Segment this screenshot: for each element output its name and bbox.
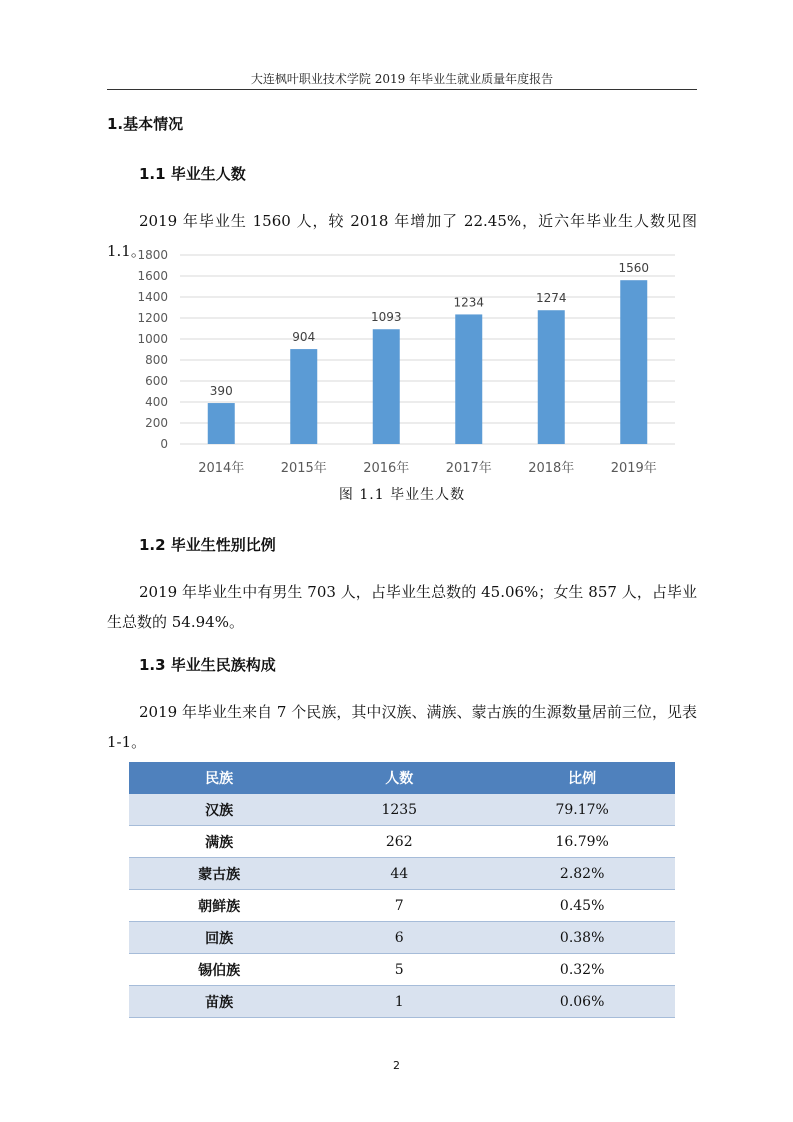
table-cell-ratio: 79.17% [489,794,675,826]
table-cell-ratio: 16.79% [489,826,675,858]
table-cell-ratio: 0.06% [489,986,675,1018]
table-row [129,986,675,1018]
bar [290,349,317,444]
table-cell-count: 1 [309,986,489,1018]
table-cell-ratio: 0.38% [489,922,675,954]
section-heading-ethnicity: 1.3 毕业生民族构成 [139,656,276,674]
table-header-cell: 比例 [489,762,675,794]
table-row [129,858,675,890]
header-divider [107,89,697,90]
y-tick-label: 200 [145,416,168,430]
table-header-cell: 民族 [129,762,309,794]
table-row [129,922,675,954]
bar [620,280,647,444]
data-label: 390 [209,384,233,399]
table-row [129,794,675,826]
ethnicity-table [129,762,675,1018]
table-row [129,890,675,922]
bar [538,310,565,444]
x-tick-label: 2014年 [198,461,245,476]
data-label: 1274 [535,291,567,306]
table-cell-count: 6 [309,922,489,954]
x-tick-label: 2018年 [528,461,575,476]
table-cell-count: 5 [309,954,489,986]
y-tick-label: 1400 [137,290,168,304]
bar [373,329,400,444]
table-cell-ratio: 2.82% [489,858,675,890]
x-tick-label: 2015年 [280,461,327,476]
graduate-count-bar-chart [110,240,690,484]
y-tick-label: 1000 [137,332,168,346]
table-cell-ratio: 0.32% [489,954,675,986]
x-tick-label: 2017年 [445,461,492,476]
table-cell-ethnicity: 朝鲜族 [129,890,309,922]
y-tick-label: 400 [145,395,168,409]
x-tick-label: 2016年 [363,461,410,476]
data-label: 1560 [618,261,650,276]
table-row [129,826,675,858]
y-tick-label: 1600 [137,269,168,283]
table-cell-count: 7 [309,890,489,922]
table-cell-ethnicity: 回族 [129,922,309,954]
ethnicity-paragraph: 2019 年毕业生来自 7 个民族，其中汉族、满族、蒙古族的生源数量居前三位，见表 1-1。 [107,703,697,751]
section-heading-graduate-count: 1.1 毕业生人数 [139,165,246,183]
bar [208,403,235,444]
gender-ratio-paragraph: 2019 年毕业生中有男生 703 人，占毕业生总数的 45.06%；女生 857 人，占毕业生总数的 54.94%。 [107,583,697,631]
table-cell-count: 44 [309,858,489,890]
table-row [129,954,675,986]
page-number: 2 [393,1059,400,1072]
y-tick-label: 0 [160,437,168,451]
x-tick-label: 2019年 [610,461,657,476]
page-header-title: 大连枫叶职业技术学院 2019 年毕业生就业质量年度报告 [250,72,554,86]
table-cell-ethnicity: 蒙古族 [129,858,309,890]
y-tick-label: 600 [145,374,168,388]
y-tick-label: 1800 [137,248,168,262]
y-tick-label: 800 [145,353,168,367]
table-header-row [129,762,675,794]
table-cell-ethnicity: 锡伯族 [129,954,309,986]
data-label: 1234 [453,295,485,310]
data-label: 1093 [370,310,402,325]
table-cell-ratio: 0.45% [489,890,675,922]
table-cell-count: 1235 [309,794,489,826]
section-heading-basic-info: 1.基本情况 [107,115,184,133]
bar [455,314,482,444]
y-tick-label: 1200 [137,311,168,325]
graduate-count-paragraph: 2019 年毕业生 1560 人，较 2018 年增加了 22.45%，近六年毕业生人数见图 1.1。 [107,212,697,260]
table-cell-ethnicity: 苗族 [129,986,309,1018]
table-header-cell: 人数 [309,762,489,794]
section-heading-gender-ratio: 1.2 毕业生性别比例 [139,536,276,554]
table-cell-count: 262 [309,826,489,858]
table-cell-ethnicity: 满族 [129,826,309,858]
data-label: 904 [292,330,316,345]
chart-caption: 图 1.1 毕业生人数 [338,487,466,503]
table-cell-ethnicity: 汉族 [129,794,309,826]
